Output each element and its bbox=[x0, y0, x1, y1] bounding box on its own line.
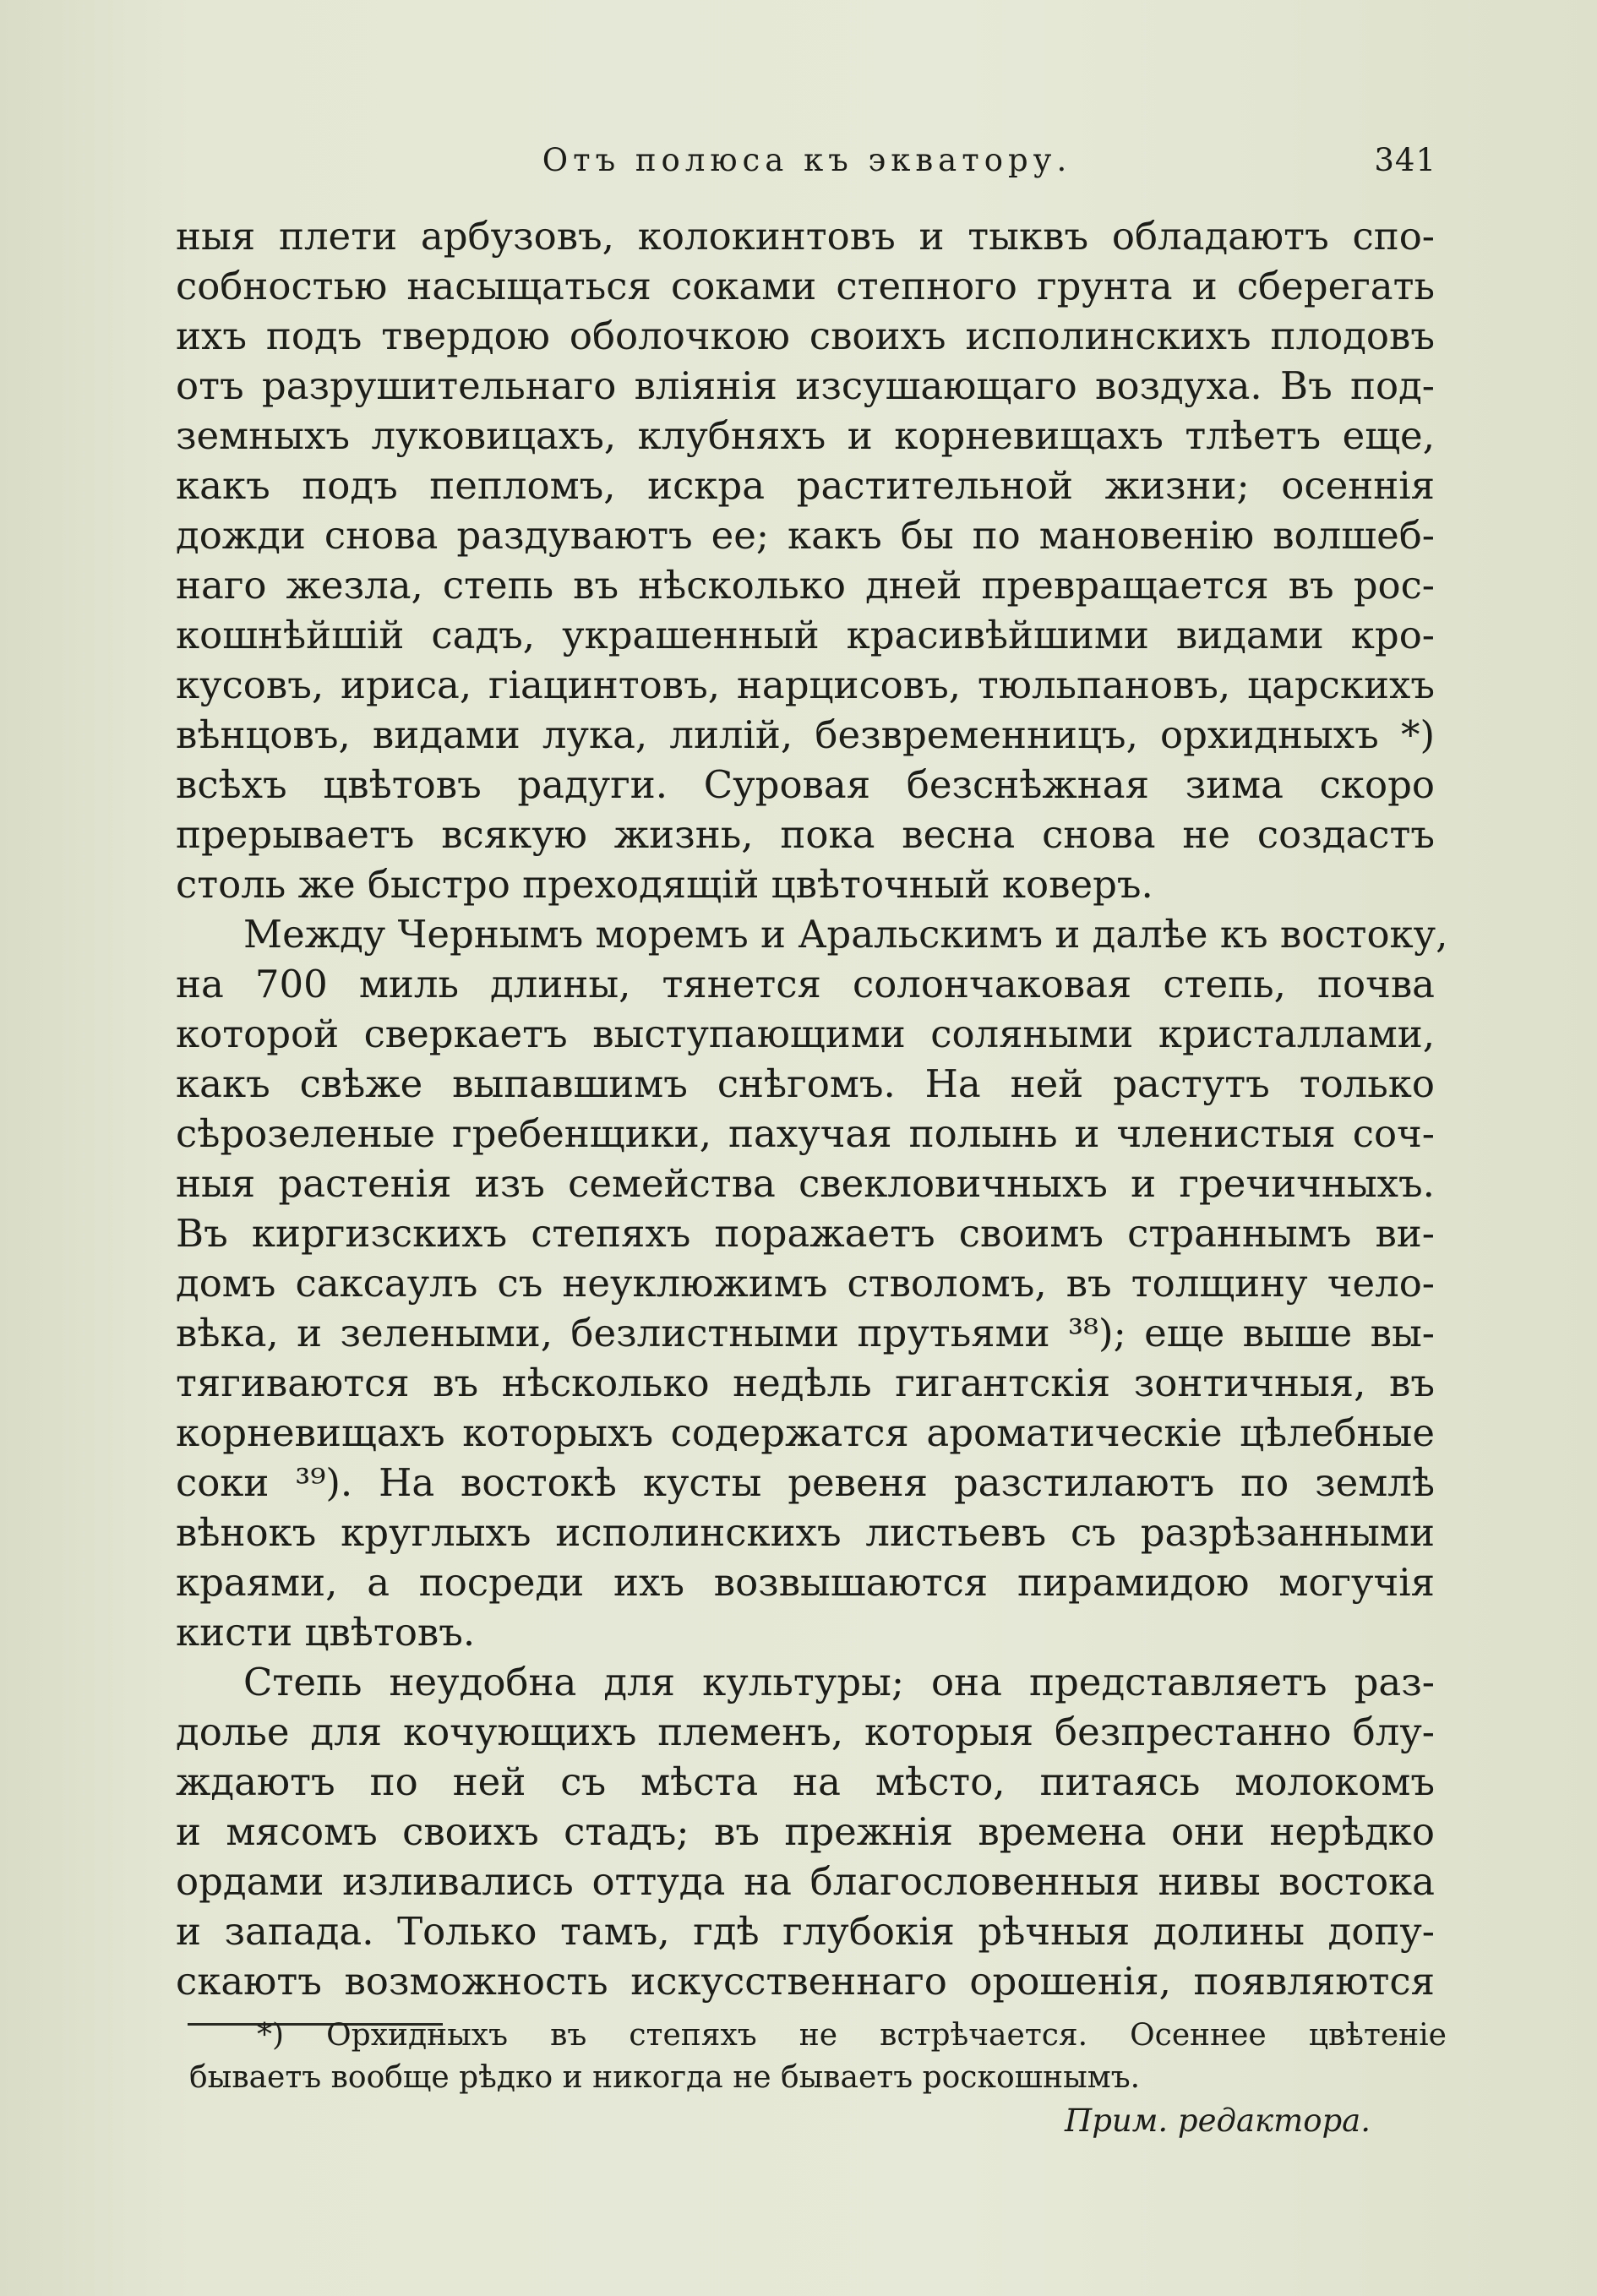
text-line: кошнѣйшій садъ, украшенный красивѣйшими видами кро- bbox=[176, 613, 1435, 657]
text-line: домъ саксаулъ съ неуклюжимъ стволомъ, въ толщину чело- bbox=[176, 1261, 1435, 1306]
text-line: дожди снова раздуваютъ ее; какъ бы по мановенію волшеб- bbox=[176, 513, 1435, 558]
text-line: вѣнокъ круглыхъ исполинскихъ листьевъ съ разрѣзанными bbox=[176, 1510, 1435, 1555]
text-line: и запада. Только тамъ, гдѣ глубокія рѣчныя долины допу- bbox=[176, 1909, 1435, 1954]
text-line: скаютъ возможность искусственнаго орошенія, появляются bbox=[176, 1959, 1435, 2004]
page-number: 341 bbox=[1374, 142, 1436, 178]
text-line: кусовъ, ириса, гіацинтовъ, нарцисовъ, тюльпановъ, царскихъ bbox=[176, 663, 1435, 707]
text-line: Степь неудобна для культуры; она представляетъ раз- bbox=[243, 1660, 1435, 1704]
text-line: соки ³⁹). На востокѣ кусты ревеня разстилаютъ по землѣ bbox=[176, 1460, 1435, 1505]
text-line: которой сверкаетъ выступающими соляными кристаллами, bbox=[176, 1012, 1435, 1056]
text-line: на 700 миль длины, тянется солончаковая степь, почва bbox=[176, 962, 1435, 1006]
text-line: ждаютъ по ней съ мѣста на мѣсто, питаясь молокомъ bbox=[176, 1759, 1435, 1804]
text-line: кисти цвѣтовъ. bbox=[176, 1610, 476, 1655]
text-line: корневищахъ которыхъ содержатся ароматическіе цѣлебные bbox=[176, 1410, 1435, 1455]
text-line: земныхъ луковицахъ, клубняхъ и корневищахъ тлѣетъ еще, bbox=[176, 413, 1435, 458]
text-line: и мясомъ своихъ стадъ; въ прежнія времена они нерѣдко bbox=[176, 1809, 1435, 1854]
footnote-line: бываетъ вообще рѣдко и никогда не бываетъ роскошнымъ. bbox=[189, 2060, 1141, 2095]
text-line: ихъ подъ твердою оболочкою своихъ исполинскихъ плодовъ bbox=[176, 314, 1435, 358]
text-line: вѣнцовъ, видами лука, лилій, безвременницъ, орхидныхъ *) bbox=[176, 712, 1435, 757]
footnote-signature: Прим. редактора. bbox=[1064, 2102, 1371, 2139]
text-line: отъ разрушительнаго вліянія изсушающаго воздуха. Въ под- bbox=[176, 363, 1435, 408]
text-line: всѣхъ цвѣтовъ радуги. Суровая безснѣжная зима скоро bbox=[176, 762, 1435, 807]
page-header bbox=[177, 142, 1436, 193]
text-line: собностью насыщаться соками степного грунта и сберегать bbox=[176, 264, 1435, 308]
running-title: Отъ полюса къ экватору. bbox=[542, 142, 1072, 178]
text-line: сѣрозеленые гребенщики, пахучая полынь и членистыя соч- bbox=[176, 1111, 1435, 1156]
text-line: ныя растенія изъ семейства свекловичныхъ и гречичныхъ. bbox=[176, 1161, 1435, 1206]
text-line: ордами изливались оттуда на благословенныя нивы востока bbox=[176, 1859, 1435, 1904]
text-line: краями, а посреди ихъ возвышаются пирамидою могучія bbox=[176, 1560, 1435, 1605]
text-line: прерываетъ всякую жизнь, пока весна снова не создастъ bbox=[176, 812, 1435, 857]
text-line: какъ подъ пепломъ, искра растительной жизни; осеннія bbox=[176, 463, 1435, 508]
text-line: Между Чернымъ моремъ и Аральскимъ и далѣе къ востоку, bbox=[243, 912, 1448, 957]
body-text bbox=[176, 211, 1448, 2006]
footnote-line: *) Орхидныхъ въ степяхъ не встрѣчается. Осеннее цвѣтеніе bbox=[257, 2018, 1447, 2053]
text-line: столь же быстро преходящій цвѣточный коверъ. bbox=[176, 862, 1153, 907]
text-line: наго жезла, степь въ нѣсколько дней превращается въ рос- bbox=[176, 563, 1435, 608]
text-line: долье для кочующихъ племенъ, которыя безпрестанно блу- bbox=[176, 1710, 1435, 1754]
text-line: ныя плети арбузовъ, колокинтовъ и тыквъ обладаютъ спо- bbox=[176, 214, 1435, 259]
text-line: Въ киргизскихъ степяхъ поражаетъ своимъ страннымъ ви- bbox=[176, 1211, 1435, 1256]
text-line: вѣка, и зелеными, безлистными прутьями ³⁸); еще выше вы- bbox=[176, 1311, 1435, 1355]
text-line: какъ свѣже выпавшимъ снѣгомъ. На ней растутъ только bbox=[176, 1061, 1435, 1106]
footnote bbox=[189, 2015, 1447, 2143]
text-line: тягиваются въ нѣсколько недѣль гигантскія зонтичныя, въ bbox=[176, 1361, 1435, 1405]
